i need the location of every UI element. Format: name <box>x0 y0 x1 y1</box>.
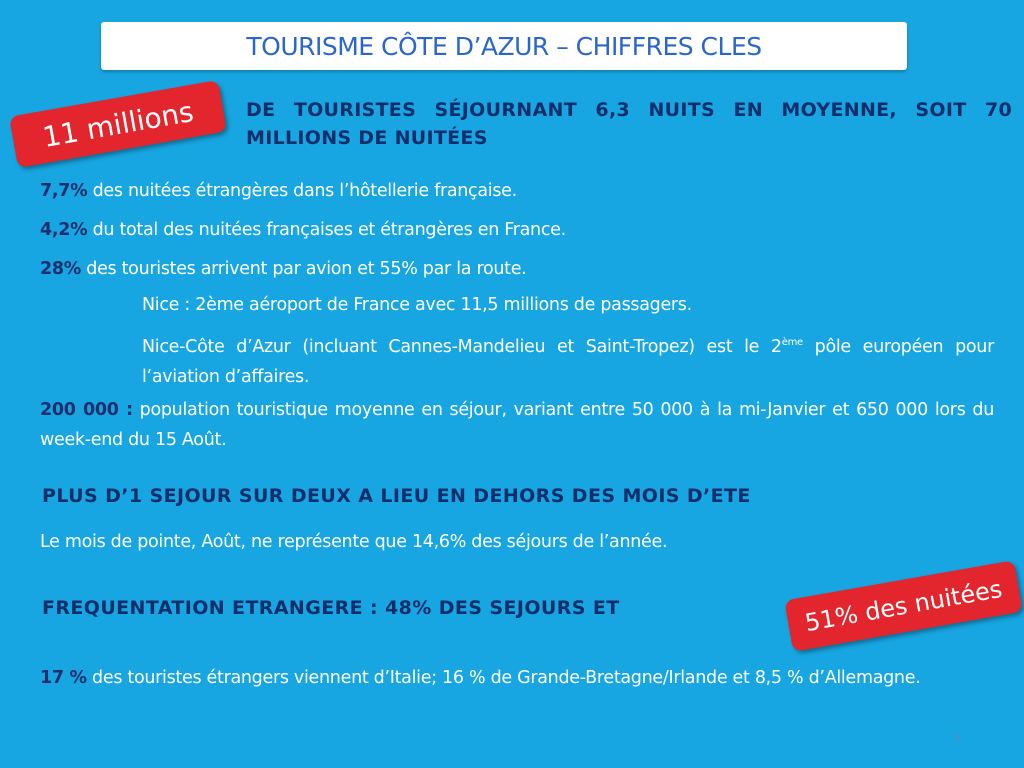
badge-11-millions: 11 millions <box>9 80 227 168</box>
population-text: population touristique moyenne en séjour, variant entre 50 000 à la mi-Janvier et 650 000 lors du week-end du 15 Août. <box>40 400 994 450</box>
badge-51-nuitees: 51% des nuitées <box>784 560 1022 652</box>
origine-value: 17 % <box>40 668 87 688</box>
sub-fact-nice-airport: Nice : 2ème aéroport de France avec 11,5 millions de passagers. <box>142 295 692 315</box>
headline-touristes: DE TOURISTES SÉJOURNANT 6,3 NUITS EN MOYENNE, SOIT 70 MILLIONS DE NUITÉES <box>246 99 1012 149</box>
fact-line <box>40 215 1000 245</box>
fact-line <box>40 176 1000 206</box>
fact-text: du total des nuitées françaises et étrangères en France. <box>87 220 566 240</box>
fact-line <box>40 254 1000 284</box>
headline-sejour: PLUS D’1 SEJOUR SUR DEUX A LIEU EN DEHORS DES MOIS D’ETE <box>42 485 751 507</box>
pole-text-end: pôle européen pour l’aviation d’affaires. <box>142 337 994 387</box>
fact-value: 7,7% <box>40 181 88 201</box>
origine-text: des touristes étrangers viennent d’Italie; 16 % de Grande-Bretagne/Irlande et 8,5 % d’Allemagne. <box>86 668 921 688</box>
origine-paragraph <box>40 663 940 693</box>
page-title: TOURISME CÔTE D’AZUR – CHIFFRES CLES <box>246 31 762 61</box>
page-number: 3 <box>953 732 960 744</box>
pole-text-start: Nice-Côte d’Azur (incluant Cannes-Mandelieu et Saint-Tropez) est le 2 <box>142 337 782 357</box>
pole-superscript: ème <box>781 337 803 348</box>
fact-value: 28% <box>40 259 81 279</box>
population-paragraph <box>40 395 994 455</box>
fact-text: des touristes arrivent par avion et 55% par la route. <box>81 259 527 279</box>
headline-frequentation: FREQUENTATION ETRANGERE : 48% DES SEJOURS ET <box>42 597 620 619</box>
population-value: 200 000 : <box>40 400 133 420</box>
pointe-paragraph: Le mois de pointe, Août, ne représente que 14,6% des séjours de l’année. <box>40 532 668 552</box>
title-banner <box>101 22 907 70</box>
fact-value: 4,2% <box>40 220 88 240</box>
fact-text: des nuitées étrangères dans l’hôtellerie française. <box>87 181 517 201</box>
sub-fact-aviation-pole <box>142 328 994 392</box>
